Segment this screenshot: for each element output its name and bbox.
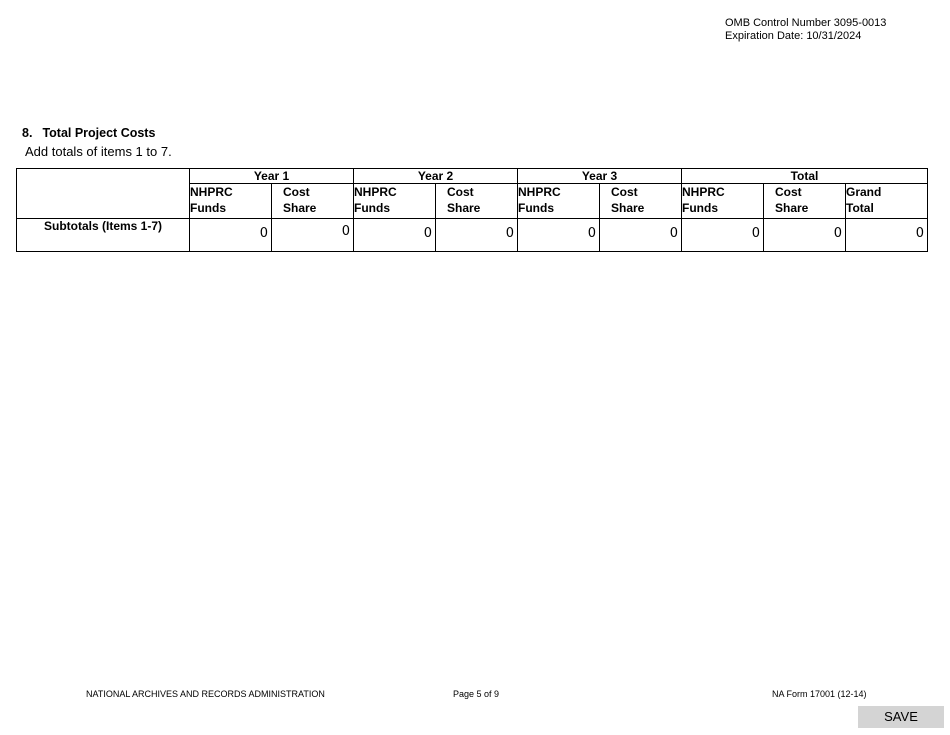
corner-cell — [17, 169, 190, 219]
value-cell — [518, 219, 600, 252]
group-header-total: Total — [682, 169, 928, 184]
save-button[interactable]: SAVE — [858, 706, 944, 728]
value-cell — [600, 219, 682, 252]
y2-cost-share-field[interactable]: 0 — [505, 226, 514, 241]
section-title — [22, 126, 155, 140]
total-nhprc-funds-field[interactable]: 0 — [751, 226, 760, 241]
project-costs-table — [16, 168, 928, 252]
sub-header-y2-cost: Cost Share — [436, 184, 518, 219]
sub-header-y3-nhprc: NHPRC Funds — [518, 184, 600, 219]
y3-cost-share-field[interactable]: 0 — [669, 226, 678, 241]
y1-cost-share-field[interactable]: 0 — [341, 224, 350, 239]
expiration-date: Expiration Date: 10/31/2024 — [725, 30, 862, 42]
omb-info — [725, 17, 886, 43]
group-header-year-2: Year 2 — [354, 169, 518, 184]
value-cell — [436, 219, 518, 252]
y1-nhprc-funds-field[interactable]: 0 — [259, 226, 268, 241]
section-instruction: Add totals of items 1 to 7. — [25, 144, 172, 159]
subtotals-row — [17, 219, 928, 252]
sub-header-y2-nhprc: NHPRC Funds — [354, 184, 436, 219]
footer-agency: NATIONAL ARCHIVES AND RECORDS ADMINISTRATION — [86, 689, 325, 699]
value-cell — [272, 219, 354, 252]
value-cell — [846, 219, 928, 252]
group-header-year-1: Year 1 — [190, 169, 354, 184]
section-number: 8. — [22, 126, 33, 140]
value-cell — [354, 219, 436, 252]
y3-nhprc-funds-field[interactable]: 0 — [587, 226, 596, 241]
section-title-text: Total Project Costs — [42, 126, 156, 140]
sub-header-y3-cost: Cost Share — [600, 184, 682, 219]
sub-header-grand-total: Grand Total — [846, 184, 928, 219]
grand-total-field[interactable]: 0 — [915, 226, 924, 241]
y2-nhprc-funds-field[interactable]: 0 — [423, 226, 432, 241]
footer-page-number: Page 5 of 9 — [453, 689, 500, 699]
value-cell — [682, 219, 764, 252]
footer-form-number: NA Form 17001 (12-14) — [772, 689, 867, 699]
group-header-year-3: Year 3 — [518, 169, 682, 184]
value-cell — [190, 219, 272, 252]
total-cost-share-field[interactable]: 0 — [833, 226, 842, 241]
sub-header-y1-nhprc: NHPRC Funds — [190, 184, 272, 219]
sub-header-y1-cost: Cost Share — [272, 184, 354, 219]
omb-control-number: OMB Control Number 3095-0013 — [725, 17, 887, 29]
subtotals-label: Subtotals (Items 1-7) — [17, 219, 190, 252]
group-header-row — [17, 169, 928, 184]
sub-header-total-cost: Cost Share — [764, 184, 846, 219]
sub-header-total-nhprc: NHPRC Funds — [682, 184, 764, 219]
value-cell — [764, 219, 846, 252]
